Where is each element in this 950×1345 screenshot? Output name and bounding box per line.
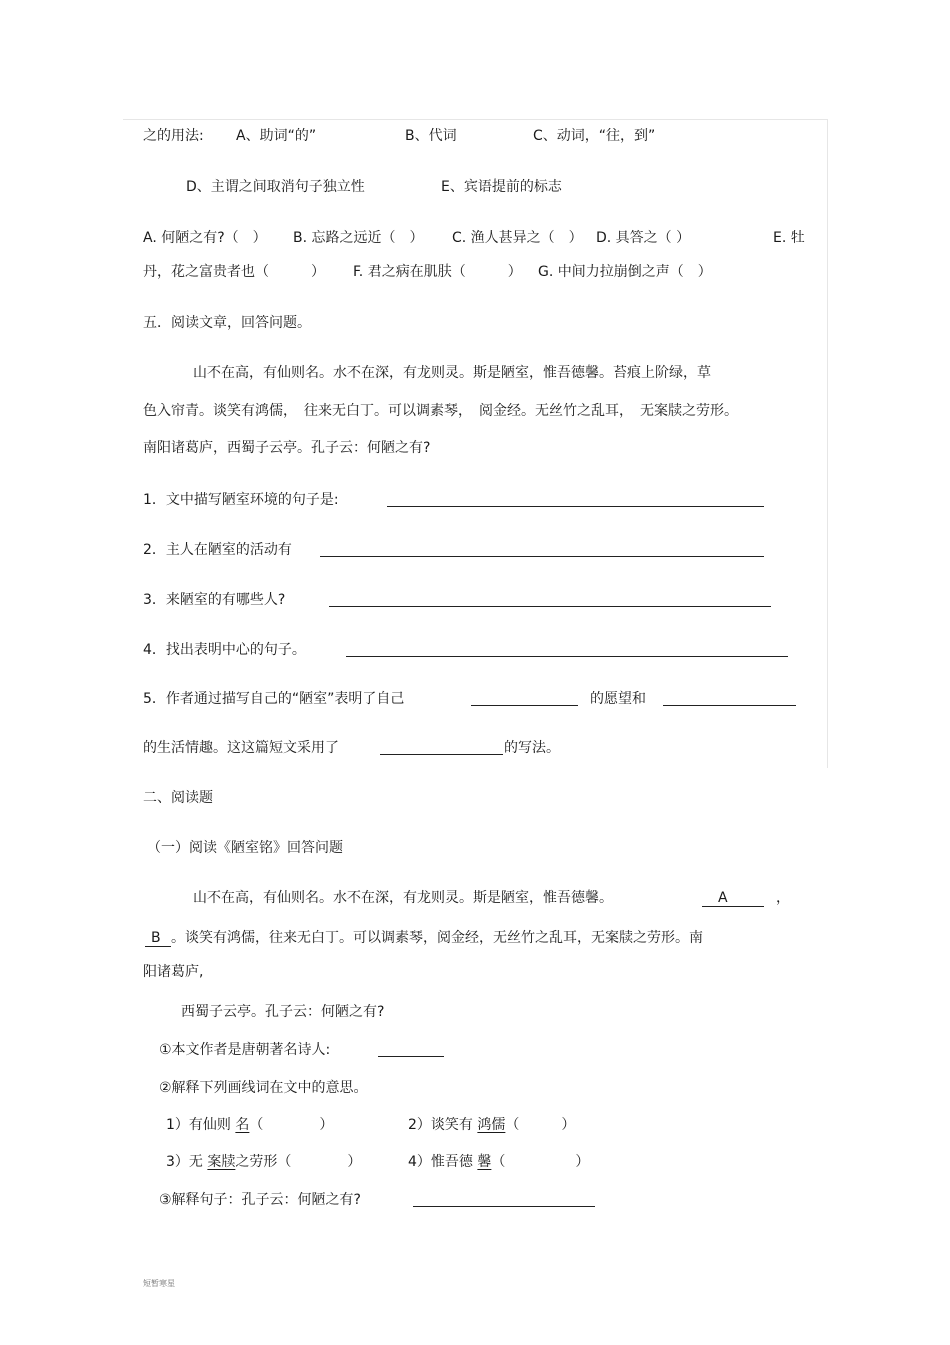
item-a: A. 何陋之有?（ ） bbox=[143, 230, 267, 246]
word-item-4-paren: （ ） bbox=[491, 1154, 590, 1170]
question-3: 3．来陋室的有哪些人? bbox=[143, 592, 286, 608]
item-e: E. 牡 bbox=[773, 230, 805, 246]
section5-title: 五．阅读文章，回答问题。 bbox=[143, 315, 311, 331]
item-g: G. 中间力拉崩倒之声（ ） bbox=[538, 264, 712, 280]
question-1: 1．文中描写陋室环境的句子是: bbox=[143, 492, 339, 508]
section2-subtitle: （一）阅读《陋室铭》回答问题 bbox=[147, 840, 343, 856]
answer-blank-5b[interactable] bbox=[663, 705, 796, 706]
word-item-2 bbox=[408, 1115, 575, 1135]
passage-blank-a[interactable] bbox=[702, 906, 764, 907]
word-item-4-prefix: 4）惟吾德 bbox=[408, 1154, 473, 1170]
question-5-end: 的写法。 bbox=[504, 740, 560, 756]
section5-passage-line1: 山不在高，有仙则名。水不在深，有龙则灵。斯是陋室，惟吾德馨。苔痕上阶绿，草 bbox=[193, 365, 711, 381]
answer-blank-2[interactable] bbox=[320, 556, 764, 557]
word-item-4 bbox=[408, 1152, 589, 1172]
passage-blank-b-label: B bbox=[151, 930, 161, 946]
answer-blank-1[interactable] bbox=[387, 506, 764, 507]
item-b: B. 忘路之远近（ ） bbox=[293, 230, 424, 246]
word-item-1-word: 名 bbox=[235, 1117, 250, 1133]
section2-passage-line3: 阳诸葛庐, bbox=[143, 964, 204, 980]
word-item-2-paren: （ ） bbox=[505, 1117, 576, 1133]
word-item-1 bbox=[166, 1115, 333, 1135]
word-item-2-word: 鸿儒 bbox=[477, 1117, 506, 1133]
section2-passage-line1: 山不在高，有仙则名。水不在深，有龙则灵。斯是陋室，惟吾德馨。 bbox=[193, 890, 613, 906]
usage-option-e: E、宾语提前的标志 bbox=[441, 179, 562, 195]
section5-passage-line3: 南阳诸葛庐，西蜀子云亭。孔子云：何陋之有? bbox=[143, 440, 431, 456]
author-answer-blank[interactable] bbox=[378, 1056, 444, 1057]
section2-passage-line4: 西蜀子云亭。孔子云：何陋之有? bbox=[181, 1004, 385, 1020]
answer-blank-5a[interactable] bbox=[471, 705, 578, 706]
usage-option-d: D、主谓之间取消句子独立性 bbox=[186, 179, 365, 195]
item-f: F. 君之病在肌肤（ ） bbox=[353, 264, 522, 280]
word-item-3-prefix: 3）无 bbox=[166, 1154, 203, 1170]
usage-option-a: A、助词“的” bbox=[236, 128, 317, 144]
section2-passage-line2: 。谈笑有鸿儒，往来无白丁。可以调素琴，阅金经，无丝竹之乱耳，无案牍之劳形。南 bbox=[171, 930, 703, 946]
usage-prefix: 之的用法: bbox=[143, 128, 204, 144]
passage-comma: ， bbox=[776, 890, 790, 906]
word-item-1-prefix: 1）有仙则 bbox=[166, 1117, 231, 1133]
answer-blank-4[interactable] bbox=[346, 656, 788, 657]
question-5-mid: 的愿望和 bbox=[590, 691, 646, 707]
item-e-continued: 丹，花之富贵者也（ ） bbox=[143, 264, 325, 280]
section5-passage-line2: 色入帘青。谈笑有鸿儒， 往来无白丁。可以调素琴， 阅金经。无丝竹之乱耳， 无案牍之劳形。 bbox=[143, 403, 738, 419]
item-c: C. 渔人甚异之（ ） bbox=[452, 230, 583, 246]
section2-title: 二、阅读题 bbox=[143, 790, 213, 806]
word-item-2-prefix: 2）谈笑有 bbox=[408, 1117, 473, 1133]
answer-blank-5c[interactable] bbox=[380, 754, 503, 755]
word-item-3 bbox=[166, 1152, 361, 1172]
answer-blank-3[interactable] bbox=[329, 606, 771, 607]
question-4: 4．找出表明中心的句子。 bbox=[143, 642, 306, 658]
question-5: 5．作者通过描写自己的“陋室”表明了自己 bbox=[143, 691, 405, 707]
section2-question-1: ①本文作者是唐朝著名诗人: bbox=[159, 1042, 331, 1058]
word-item-4-word: 馨 bbox=[477, 1154, 492, 1170]
page-footer: 短暂寒星 bbox=[143, 1279, 175, 1288]
word-item-3-word: 案牍 bbox=[207, 1154, 236, 1170]
usage-option-b: B、代词 bbox=[405, 128, 457, 144]
passage-blank-a-label: A bbox=[718, 890, 728, 906]
question-2: 2．主人在陋室的活动有 bbox=[143, 542, 292, 558]
section2-question-3: ③解释句子：孔子云：何陋之有? bbox=[159, 1192, 361, 1208]
sentence-answer-blank[interactable] bbox=[413, 1206, 595, 1207]
item-d: D. 具答之（ ） bbox=[596, 230, 691, 246]
usage-option-c: C、动词，“往，到” bbox=[533, 128, 656, 144]
word-item-3-paren: 之劳形（ ） bbox=[235, 1154, 362, 1170]
section2-question-2: ②解释下列画线词在文中的意思。 bbox=[159, 1080, 368, 1096]
question-5-cont: 的生活情趣。这这篇短文采用了 bbox=[143, 740, 339, 756]
word-item-1-paren: （ ） bbox=[249, 1117, 334, 1133]
